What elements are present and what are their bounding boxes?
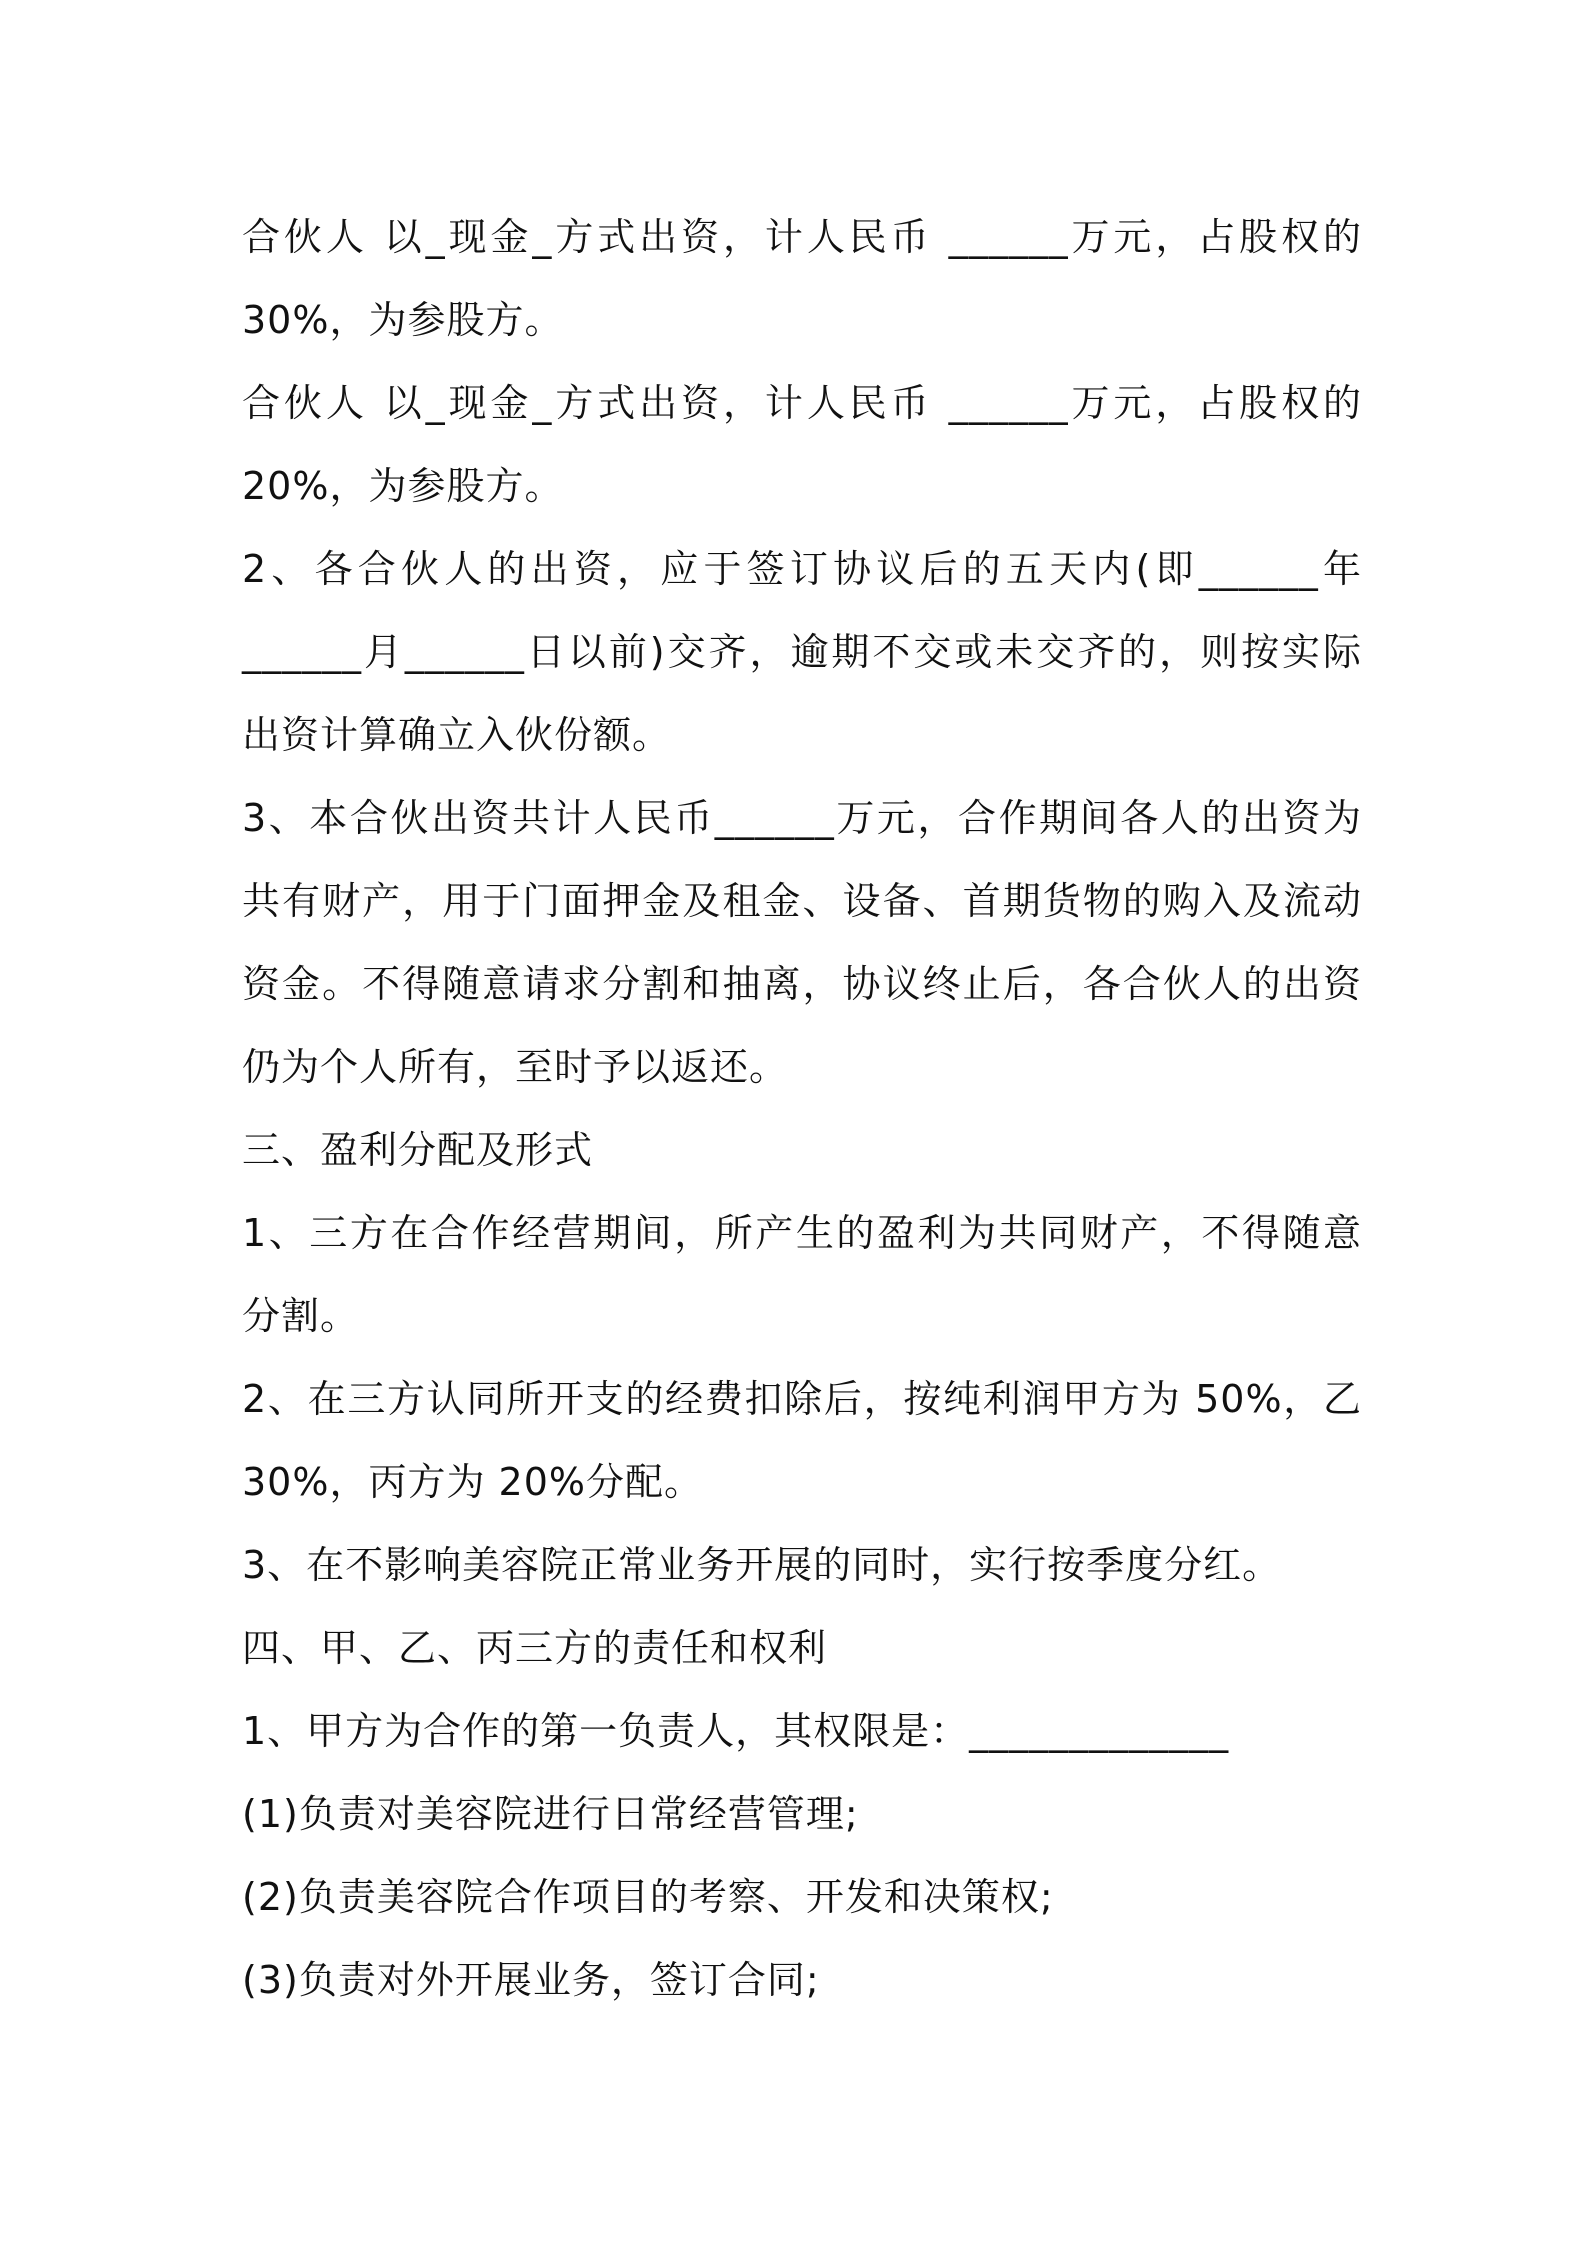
text-line: 出资计算确立入伙份额。 bbox=[242, 713, 672, 757]
text-line: (3)负责对外开展业务，签订合同; bbox=[242, 1958, 820, 2002]
paragraph-capital-deadline bbox=[242, 528, 1362, 777]
section-heading-profit-distribution bbox=[242, 1109, 1362, 1192]
text-line: 3、本合伙出资共计人民币______万元，合作期间各人的出资为 bbox=[242, 796, 1362, 840]
paragraph-total-capital bbox=[242, 777, 1362, 1109]
paragraph-partner-capital-20 bbox=[242, 362, 1362, 528]
text-line: 仍为个人所有，至时予以返还。 bbox=[242, 1045, 789, 1089]
document-body bbox=[242, 196, 1362, 2022]
text-line: 资金。不得随意请求分割和抽离，协议终止后，各合伙人的出资 bbox=[242, 962, 1362, 1006]
text-line: 2、在三方认同所开支的经费扣除后，按纯利润甲方为 50%，乙 bbox=[242, 1377, 1362, 1421]
list-item-project-decision bbox=[242, 1856, 1362, 1939]
text-line: 分割。 bbox=[242, 1294, 360, 1338]
paragraph-party-a-authority bbox=[242, 1690, 1362, 1773]
text-line: (1)负责对美容院进行日常经营管理; bbox=[242, 1792, 859, 1836]
text-line: 30%，丙方为 20%分配。 bbox=[242, 1460, 704, 1504]
paragraph-quarterly-dividend bbox=[242, 1524, 1362, 1607]
text-line: 1、甲方为合作的第一负责人，其权限是：_____________ bbox=[242, 1709, 1230, 1753]
text-line: 合伙人 以_现金_方式出资，计人民币 ______万元，占股权的 bbox=[242, 215, 1362, 259]
text-line: 共有财产，用于门面押金及租金、设备、首期货物的购入及流动 bbox=[242, 879, 1362, 923]
text-line: 三、盈利分配及形式 bbox=[242, 1128, 594, 1172]
section-heading-responsibilities bbox=[242, 1607, 1362, 1690]
text-line: 合伙人 以_现金_方式出资，计人民币 ______万元，占股权的 bbox=[242, 381, 1362, 425]
text-line: (2)负责美容院合作项目的考察、开发和决策权; bbox=[242, 1875, 1054, 1919]
list-item-daily-management bbox=[242, 1773, 1362, 1856]
paragraph-partner-capital-30 bbox=[242, 196, 1362, 362]
paragraph-profit-common-property bbox=[242, 1192, 1362, 1358]
text-line: ______月______日以前)交齐，逾期不交或未交齐的，则按实际 bbox=[242, 630, 1362, 674]
text-line: 3、在不影响美容院正常业务开展的同时，实行按季度分红。 bbox=[242, 1543, 1282, 1587]
text-line: 30%，为参股方。 bbox=[242, 298, 564, 342]
text-line: 2、各合伙人的出资，应于签订协议后的五天内(即______年 bbox=[242, 547, 1362, 591]
text-line: 20%，为参股方。 bbox=[242, 464, 564, 508]
paragraph-profit-ratio bbox=[242, 1358, 1362, 1524]
text-line: 1、三方在合作经营期间，所产生的盈利为共同财产，不得随意 bbox=[242, 1211, 1362, 1255]
list-item-external-business bbox=[242, 1939, 1362, 2022]
text-line: 四、甲、乙、丙三方的责任和权利 bbox=[242, 1626, 828, 1670]
